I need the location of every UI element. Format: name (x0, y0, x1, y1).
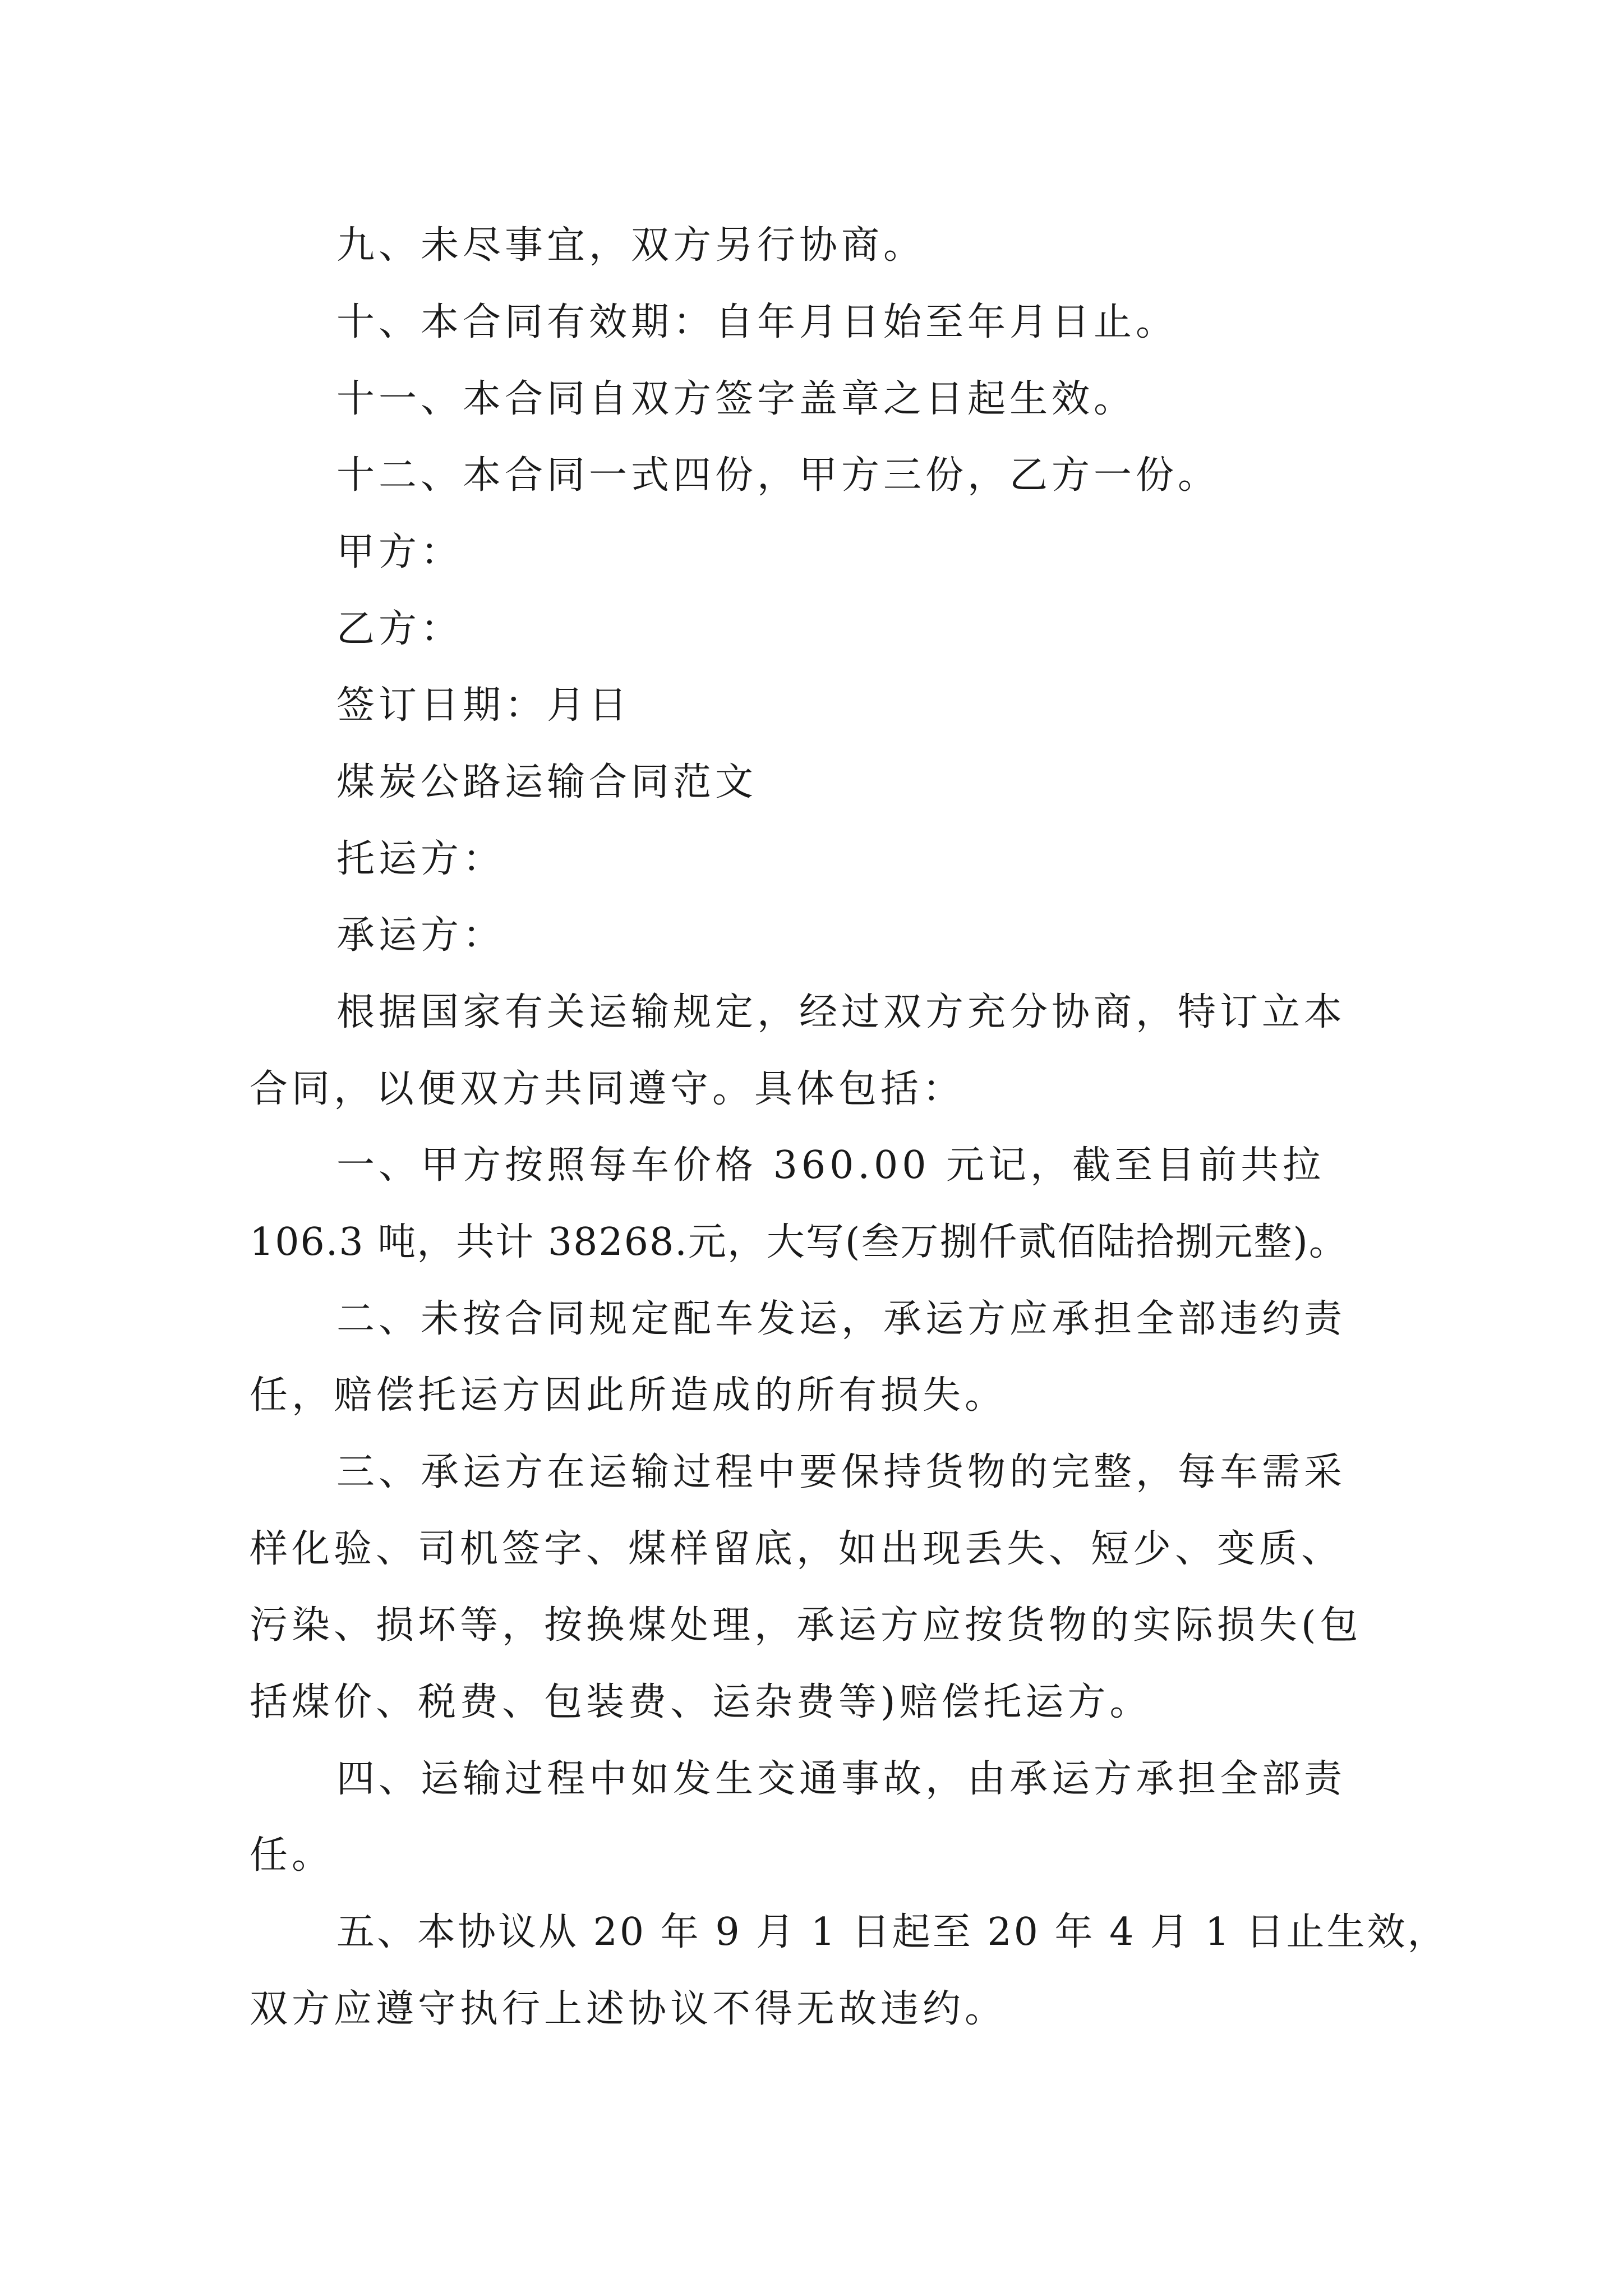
carrier-label: 承运方： (336, 913, 505, 958)
item-3-line-1: 三、承运方在运输过程中要保持货物的完整，每车需采 (336, 1450, 1347, 1494)
item-5-line-1: 五、本协议从 20 年 9 月 1 日起至 20 年 4 月 1 日止生效， (336, 1910, 1448, 1954)
item-4-line-2: 任。 (250, 1833, 334, 1878)
item-3-line-3: 污染、损坏等，按换煤处理，承运方应按货物的实际损失(包 (250, 1603, 1362, 1648)
clause-12: 十二、本合同一式四份，甲方三份，乙方一份。 (336, 453, 1220, 498)
signing-date: 签订日期：月日 (336, 683, 631, 728)
clause-11: 十一、本合同自双方签字盖章之日起生效。 (336, 377, 1136, 421)
clause-10: 十、本合同有效期：自年月日始至年月日止。 (336, 300, 1178, 344)
item-4-line-1: 四、运输过程中如发生交通事故，由承运方承担全部责 (336, 1757, 1347, 1801)
shipper-label: 托运方： (336, 837, 505, 881)
item-1-line-1: 一、甲方按照每车价格 360.00 元记，截至目前共拉 (336, 1143, 1325, 1188)
party-b-label: 乙方： (336, 607, 463, 651)
item-3-line-2: 样化验、司机签字、煤样留底，如出现丢失、短少、变质、 (250, 1527, 1344, 1571)
document-title: 煤炭公路运输合同范文 (336, 760, 758, 804)
item-1-line-2: 106.3 吨，共计 38268.元，大写(叁万捌仟贰佰陆拾捌元整)。 (250, 1220, 1348, 1264)
clause-9: 九、未尽事宜，双方另行协商。 (336, 223, 926, 268)
item-5-line-2: 双方应遵守执行上述协议不得无故违约。 (250, 1987, 1007, 2031)
item-2-line-2: 任，赔偿托运方因此所造成的所有损失。 (250, 1373, 1007, 1418)
preamble-line-1: 根据国家有关运输规定，经过双方充分协商，特订立本 (336, 990, 1347, 1034)
preamble-line-2: 合同，以便双方共同遵守。具体包括： (250, 1067, 965, 1111)
party-a-label: 甲方： (336, 530, 463, 574)
item-3-line-4: 括煤价、税费、包装费、运杂费等)赔偿托运方。 (250, 1680, 1152, 1724)
item-2-line-1: 二、未按合同规定配车发运，承运方应承担全部违约责 (336, 1297, 1347, 1341)
